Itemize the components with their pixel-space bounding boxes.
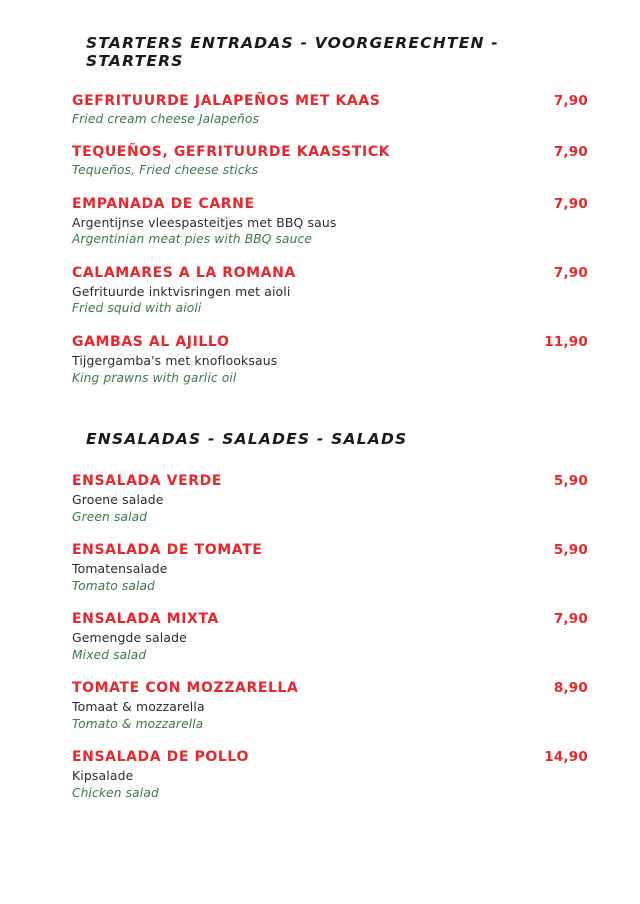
menu-item-name: EMPANADA DE CARNE: [72, 195, 255, 212]
menu-item-header: [72, 541, 588, 560]
menu-item-description-nl: Gefrituurde inktvisringen met aioli: [72, 283, 291, 299]
menu-item-price: 5,90: [553, 473, 588, 489]
menu-item-header: [72, 92, 588, 111]
menu-item-header: [72, 195, 588, 214]
menu-item-description-nl: Kipsalade: [72, 768, 134, 784]
menu-item-description-en: Tequeños, Fried cheese sticks: [72, 163, 259, 178]
menu-item-price: 14,90: [544, 749, 588, 766]
menu-item-name: TEQUEÑOS, GEFRITUURDE KAASSTICK: [72, 144, 391, 161]
menu-item-price: 7,90: [553, 144, 588, 161]
menu-item-description-en: Chicken salad: [72, 786, 159, 800]
menu-item-header: [72, 472, 588, 491]
menu-section-salads: [72, 430, 588, 801]
menu-item: [72, 541, 588, 594]
menu-item-price: 8,90: [553, 680, 588, 697]
menu-item-description-en: Fried cream cheese Jalapeños: [72, 111, 259, 126]
menu-item-header: [72, 264, 588, 283]
menu-item-price: 5,90: [553, 542, 588, 559]
menu-item-description-en: Argentinian meat pies with BBQ sauce: [72, 232, 313, 247]
menu-item-price: 7,90: [553, 264, 588, 281]
menu-item-description-en: King prawns with garlic oil: [72, 370, 237, 385]
menu-item-header: [72, 143, 588, 162]
menu-item: [72, 679, 588, 732]
menu-item-name: CALAMARES A LA ROMANA: [72, 264, 296, 281]
menu-item-description-en: Tomato salad: [72, 578, 156, 593]
menu-item-name: GEFRITUURDE JALAPEÑOS MET KAAS: [72, 93, 381, 109]
menu-item-description-en: Mixed salad: [72, 647, 147, 662]
menu-item-description-nl: Tomaat & mozzarella: [72, 699, 205, 715]
menu-item-header: [72, 333, 588, 352]
menu-item-name: TOMATE CON MOZZARELLA: [72, 680, 299, 697]
menu-item-description-en: Fried squid with aioli: [72, 301, 202, 316]
menu-item-price: 7,90: [553, 195, 588, 212]
menu-item-description-nl: Groene salade: [72, 491, 164, 507]
menu-item-description-nl: Tomatensalade: [72, 560, 168, 576]
menu-item-description-nl: Argentijnse vleespasteitjes met BBQ saus: [72, 214, 337, 230]
menu-item-description-nl: Gemengde salade: [72, 630, 187, 646]
menu-item: [72, 610, 588, 663]
menu-item: [72, 472, 588, 525]
menu-item-header: [72, 748, 588, 767]
menu-item-price: 7,90: [553, 611, 588, 628]
menu-item-price: 7,90: [553, 93, 588, 109]
section-title-salads: ENSALADAS - SALADES - SALADS: [86, 430, 408, 448]
menu-item: [72, 143, 588, 178]
menu-item-description-en: Tomato & mozzarella: [72, 716, 204, 731]
menu-item-price: 11,90: [544, 333, 588, 350]
menu-item: [72, 92, 588, 127]
section-title-starters: STARTERS ENTRADAS - VOORGERECHTEN - STARTERS: [86, 34, 499, 70]
menu-item: [72, 748, 588, 801]
menu-item-description-nl: Tijgergamba's met knoflooksaus: [72, 352, 278, 368]
menu-item: [72, 264, 588, 317]
menu-section-starters: [72, 34, 588, 386]
menu-item: [72, 333, 588, 386]
menu-item-header: [72, 610, 588, 629]
menu-item-name: ENSALADA VERDE: [72, 473, 223, 489]
menu-item-name: ENSALADA DE POLLO: [72, 749, 249, 766]
menu-item-header: [72, 679, 588, 698]
menu-item-name: GAMBAS AL AJILLO: [72, 333, 230, 350]
menu-item: [72, 195, 588, 248]
menu-item-name: ENSALADA DE TOMATE: [72, 542, 263, 559]
menu-item-name: ENSALADA MIXTA: [72, 611, 219, 628]
menu-item-description-en: Green salad: [72, 509, 148, 524]
